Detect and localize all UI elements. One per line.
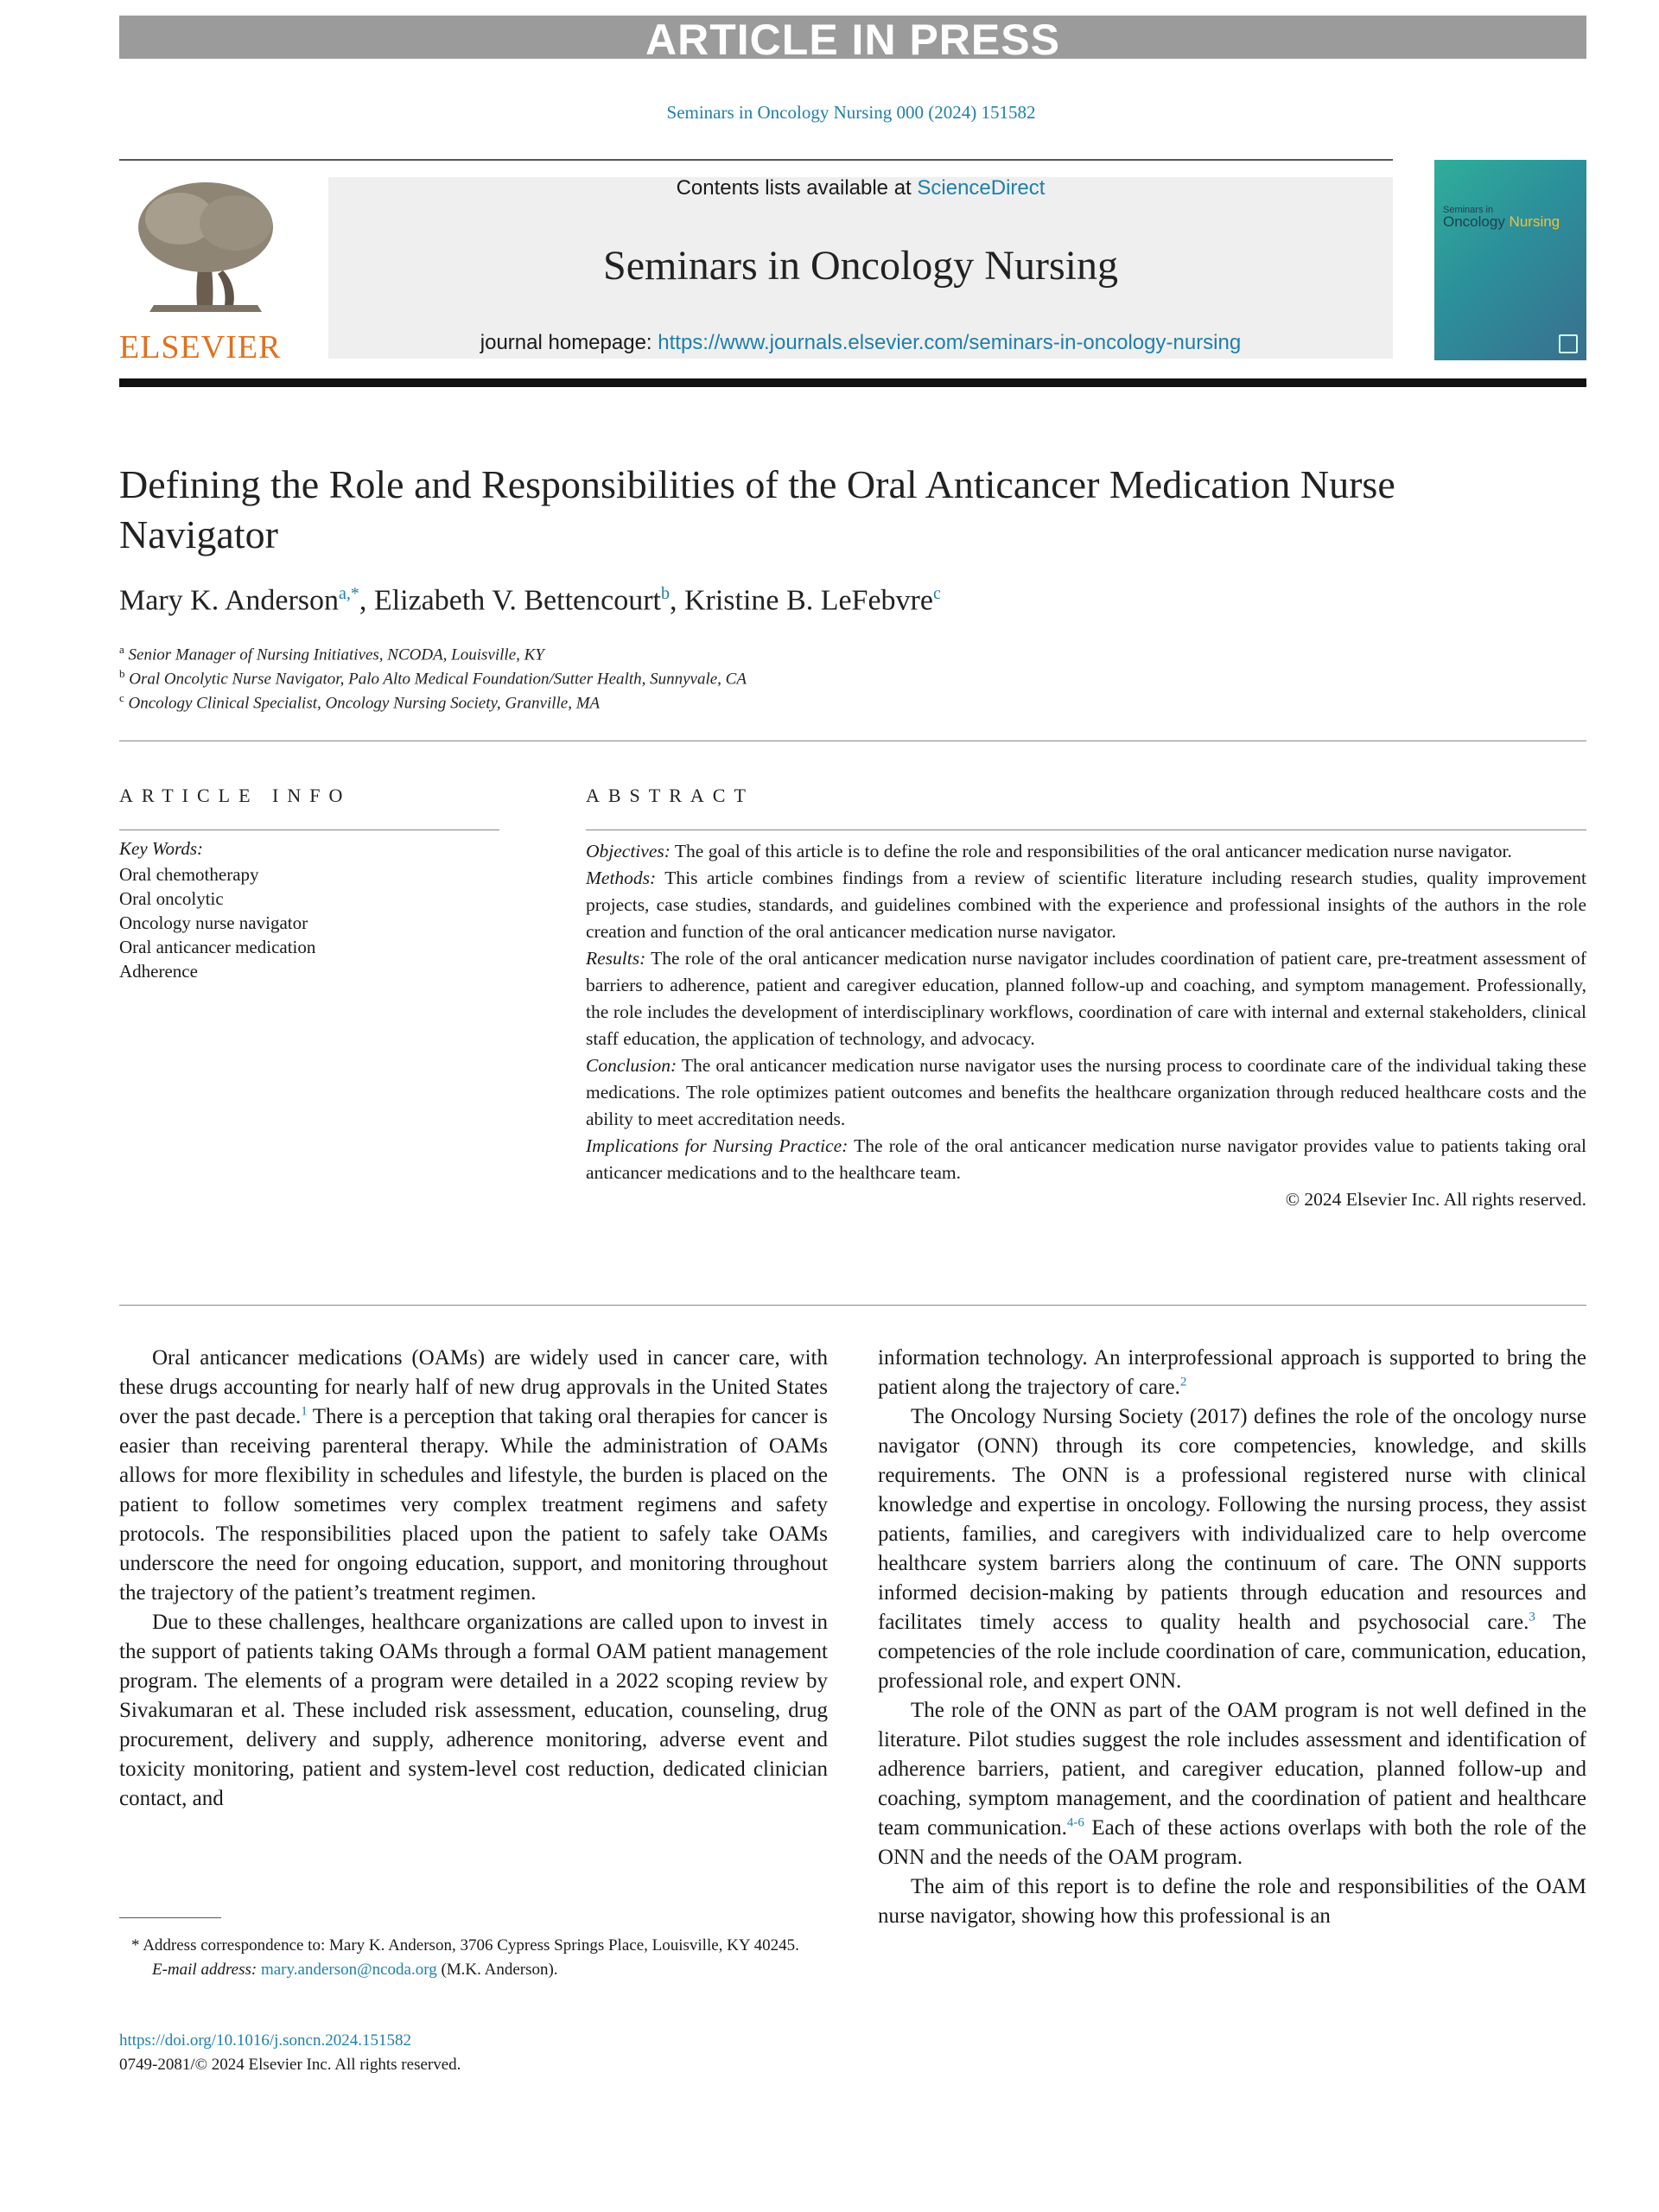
abstract-section-text: The role of the oral anticancer medication nurse navigator provides value to patients taking oral anticancer medications and to the healthcare team. [586, 1135, 1586, 1183]
contents-prefix: Contents lists available at [676, 176, 918, 200]
author-name[interactable]: Kristine B. LeFebvre [683, 584, 933, 617]
body-column-right [878, 1344, 1586, 1931]
header-rule-bottom [119, 378, 1586, 387]
cover-publisher-icon [1559, 334, 1578, 353]
paragraph-text: Oral anticancer medications (OAMs) are widely used in cancer care, with these drugs accounting for nearly half of new drug approvals in the United States over the past decade. [119, 1346, 828, 1428]
body-paragraph [878, 1344, 1586, 1402]
email-label: E-mail address: [152, 1961, 261, 1979]
affiliation-text: Oral Oncolytic Nurse Navigator, Palo Alto Medical Foundation/Sutter Health, Sunnyvale, CA [129, 670, 747, 689]
paragraph-text: The aim of this report is to define the role and responsibilities of the OAM nurse navigator, showing how this professional is an [878, 1875, 1586, 1928]
homepage-prefix: journal homepage: [480, 331, 658, 354]
paragraph-text: Due to these challenges, healthcare organizations are called upon to invest in the support of patients taking OAMs through a formal OAM patient management program. The elements of a program were detailed in a 2022 scoping review by Sivakumaran et al. These included risk assessment, education, counseling, drug procurement, delivery and supply, adherence monitoring, adverse event and toxicity monitoring, patient and system-level cost reduction, dedicated clinician contact, and [119, 1611, 828, 1810]
cover-word-nursing: Nursing [1509, 213, 1560, 230]
doi-block [119, 2029, 461, 2077]
cover-word-oncology: Oncology [1443, 213, 1510, 230]
journal-cover-thumbnail[interactable] [1434, 160, 1586, 360]
email-link[interactable]: mary.anderson@ncoda.org [260, 1961, 437, 1979]
cover-line-2 [1443, 213, 1560, 231]
abstract-section-label: Results: [586, 948, 646, 969]
author-name[interactable]: Elizabeth V. Bettencourt [373, 584, 661, 617]
paragraph-text: Each of these actions overlaps with both the role of the ONN and the needs of the OAM program. [878, 1816, 1586, 1869]
keywords-label: Key Words: [119, 838, 204, 859]
abstract-objectives [586, 838, 1586, 865]
correspondence-note: * Address correspondence to: Mary K. Anderson, 3706 Cypress Springs Place, Louisville, KY 40245. [131, 1936, 799, 1955]
paragraph-text: The competencies of the role include coordination of care, communication, education, professional role, and expert ONN. [878, 1611, 1587, 1693]
affiliation [119, 667, 747, 689]
body-paragraph [878, 1402, 1586, 1696]
body-paragraph [878, 1872, 1586, 1931]
body-column-left [119, 1344, 828, 1814]
article-title: Defining the Role and Responsibilities of the Oral Anticancer Medication Nurse Navigator [119, 462, 1395, 556]
citation-link[interactable]: 3 [1529, 1610, 1535, 1624]
paragraph-text: There is a perception that taking oral therapies for cancer is easier than receiving parenteral therapy. While the administration of OAMs allows for more flexibility in schedules and lifestyle, the burden is placed on the patient to follow sometimes very complex treatment regimens and safety protocols. The responsibilities placed upon the patient to safely take OAMs underscore the need for ongoing education, support, and monitoring throughout the trajectory of the patient’s treatment regimen. [119, 1405, 828, 1605]
sciencedirect-link[interactable]: ScienceDirect [917, 176, 1046, 200]
keywords-list [119, 862, 315, 983]
header-rule-top [119, 159, 1393, 161]
body-paragraph [119, 1608, 828, 1814]
affiliation-text: Senior Manager of Nursing Initiatives, NCODA, Louisville, KY [128, 645, 544, 664]
body-paragraph [878, 1696, 1586, 1872]
paragraph-text: The role of the ONN as part of the OAM program is not well defined in the literature. Pilot studies suggest the role includes assessment and identification of adherence barriers, patient, and caregiver education, planned follow-up and coaching, symptom management, and the coordination of patient and healthcare team communication. [878, 1699, 1586, 1840]
email-suffix: (M.K. Anderson). [436, 1961, 558, 1979]
keyword[interactable]: Oral oncolytic [119, 888, 224, 909]
affiliation [119, 643, 544, 664]
journal-homepage [328, 331, 1393, 355]
divider [119, 1305, 1586, 1306]
contents-line [328, 177, 1393, 200]
abstract-section-text: This article combines findings from a review of scientific literature including research studies, quality improvement projects, case studies, standards, and guidelines combined with the experience and professional insights of the authors in the role creation and function of the oral anticancer medication nurse navigator. [586, 868, 1586, 942]
keyword[interactable]: Adherence [119, 961, 198, 982]
keyword[interactable]: Oral anticancer medication [119, 937, 316, 957]
paragraph-text: information technology. An interprofessional approach is supported to bring the patient along the trajectory of care. [878, 1346, 1586, 1399]
abstract-conclusion [586, 1052, 1586, 1133]
citation-link[interactable]: 1 [301, 1404, 308, 1419]
citation-link[interactable]: 4-6 [1066, 1815, 1084, 1830]
abstract-methods [586, 865, 1586, 945]
doi-link[interactable]: https://doi.org/10.1016/j.soncn.2024.151582 [119, 2031, 411, 2050]
affiliation-marker: a [119, 643, 124, 656]
abstract-section-text: The role of the oral anticancer medication nurse navigator includes coordination of patient care, pre-treatment assessment of barriers to adherence, patient and caregiver education, planned follow-up and coaching, and symptom management. Professionally, the role includes the development of interdisciplinary workflows, coordination of care with internal and external stakeholders, clinical staff education, the application of technology, and advocacy. [586, 948, 1586, 1049]
keyword[interactable]: Oral chemotherapy [119, 864, 259, 885]
article-in-press-banner: ARTICLE IN PRESS [119, 16, 1586, 59]
journal-title: Seminars in Oncology Nursing [603, 243, 1118, 289]
article-info-heading: ARTICLE INFO [119, 785, 352, 806]
email-note [119, 1958, 828, 1982]
homepage-link[interactable]: https://www.journals.elsevier.com/seminars-in-oncology-nursing [658, 331, 1242, 354]
cover-line-1: Seminars in [1443, 205, 1494, 215]
abstract-results [586, 945, 1586, 1052]
paragraph-text: The Oncology Nursing Society (2017) defines the role of the oncology nurse navigator (ONN) through its core competencies, knowledge, and skills requirements. The ONN is a professional registered nurse with clinical knowledge and expertise in oncology. Following the nursing process, they assist patients, families, and caregivers with individualized care to help overcome healthcare system barriers along the continuum of care. The ONN supports informed decision-making by patients through education and resources and facilitates timely access to quality health and psychosocial care. [878, 1405, 1586, 1634]
affiliation-marker: b [119, 667, 125, 680]
body-paragraph [119, 1344, 828, 1608]
abstract-body [586, 838, 1586, 1213]
abstract-section-label: Implications for Nursing Practice: [586, 1135, 849, 1156]
elsevier-wordmark: ELSEVIER [119, 329, 282, 365]
abstract-section-text: The oral anticancer medication nurse navigator uses the nursing process to coordinate care of the individual taking these medications. The role optimizes patient outcomes and benefits the healthcare organization through reduced healthcare costs and the ability to meet accreditation needs. [586, 1055, 1586, 1129]
author-list: Mary K. Anderson$^{a,*}$, Elizabeth V. Bettencourt$^b$, Kristine B. LeFebvre$^c$ [119, 584, 941, 617]
abstract-section-label: Objectives: [586, 841, 671, 861]
issn-line: 0749-2081/© 2024 Elsevier Inc. All rights reserved. [119, 2056, 461, 2074]
author-affiliation-marker[interactable]: a,* [339, 584, 359, 603]
abstract-copyright: © 2024 Elsevier Inc. All rights reserved. [1285, 1189, 1586, 1210]
footnote-rule [119, 1917, 221, 1918]
abstract-section-text: The goal of this article is to define the role and responsibilities of the oral anticancer medication nurse navigator. [670, 841, 1512, 861]
affiliation [119, 691, 600, 713]
abstract-implications [586, 1133, 1586, 1186]
abstract-section-label: Conclusion: [586, 1055, 677, 1076]
affiliation-marker: c [119, 691, 124, 704]
abstract-heading: ABSTRACT [586, 785, 754, 806]
keyword[interactable]: Oncology nurse navigator [119, 912, 308, 933]
abstract-section-label: Methods: [586, 868, 657, 888]
citation-link[interactable]: 2 [1179, 1375, 1187, 1389]
footnote [119, 1934, 828, 1982]
author-affiliation-marker[interactable]: c [932, 584, 941, 603]
author-affiliation-marker[interactable]: b [660, 584, 670, 603]
author-name[interactable]: Mary K. Anderson [119, 584, 340, 617]
journal-reference[interactable]: Seminars in Oncology Nursing 000 (2024) 151582 [666, 102, 1036, 123]
affiliation-text: Oncology Clinical Specialist, Oncology Nursing Society, Granville, MA [128, 694, 601, 713]
journal-masthead [328, 177, 1393, 359]
